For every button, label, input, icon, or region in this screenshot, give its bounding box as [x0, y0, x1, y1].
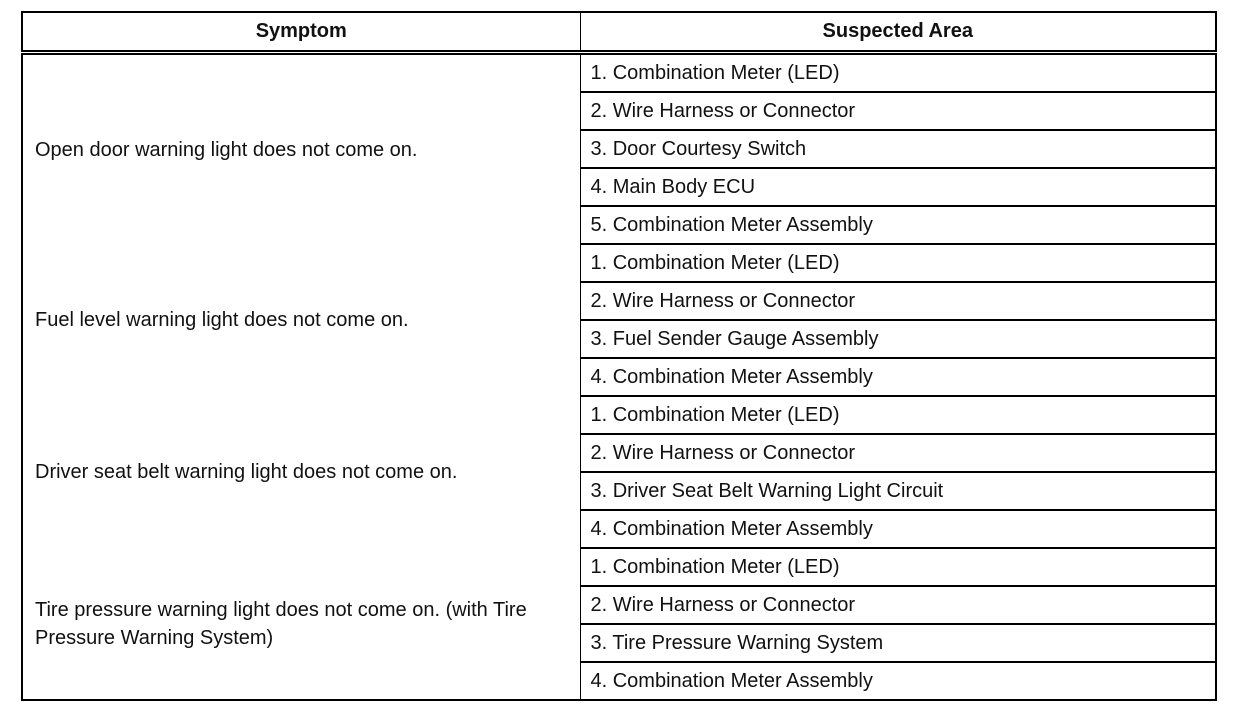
header-suspected-area: Suspected Area — [580, 12, 1216, 53]
suspected-area-cell: 3. Driver Seat Belt Warning Light Circuit — [580, 472, 1216, 510]
suspected-area-cell: 3. Door Courtesy Switch — [580, 130, 1216, 168]
table-row — [22, 244, 1216, 282]
table-row — [22, 53, 1216, 93]
suspected-area-cell: 2. Wire Harness or Connector — [580, 282, 1216, 320]
table-row — [22, 548, 1216, 586]
suspected-area-cell: 5. Combination Meter Assembly — [580, 206, 1216, 244]
symptom-cell: Driver seat belt warning light does not come on. — [22, 396, 580, 548]
suspected-area-cell: 3. Tire Pressure Warning System — [580, 624, 1216, 662]
suspected-area-cell: 2. Wire Harness or Connector — [580, 586, 1216, 624]
suspected-area-cell: 1. Combination Meter (LED) — [580, 396, 1216, 434]
suspected-area-cell: 1. Combination Meter (LED) — [580, 244, 1216, 282]
table-row — [22, 396, 1216, 434]
header-row — [22, 12, 1216, 53]
suspected-area-cell: 2. Wire Harness or Connector — [580, 434, 1216, 472]
suspected-area-cell: 4. Main Body ECU — [580, 168, 1216, 206]
symptom-cell: Fuel level warning light does not come on. — [22, 244, 580, 396]
symptom-cell: Tire pressure warning light does not come on. (with Tire Pressure Warning System) — [22, 548, 580, 700]
suspected-area-cell: 4. Combination Meter Assembly — [580, 358, 1216, 396]
suspected-area-cell: 3. Fuel Sender Gauge Assembly — [580, 320, 1216, 358]
suspected-area-cell: 2. Wire Harness or Connector — [580, 92, 1216, 130]
header-symptom: Symptom — [22, 12, 580, 53]
symptom-cell: Open door warning light does not come on. — [22, 53, 580, 245]
suspected-area-cell: 4. Combination Meter Assembly — [590, 670, 873, 692]
suspected-area-cell: 1. Combination Meter (LED) — [580, 53, 1216, 93]
suspected-area-cell: 4. Combination Meter Assembly — [580, 510, 1216, 548]
suspected-area-cell: 1. Combination Meter (LED) — [580, 548, 1216, 586]
symptom-table — [21, 11, 1217, 701]
